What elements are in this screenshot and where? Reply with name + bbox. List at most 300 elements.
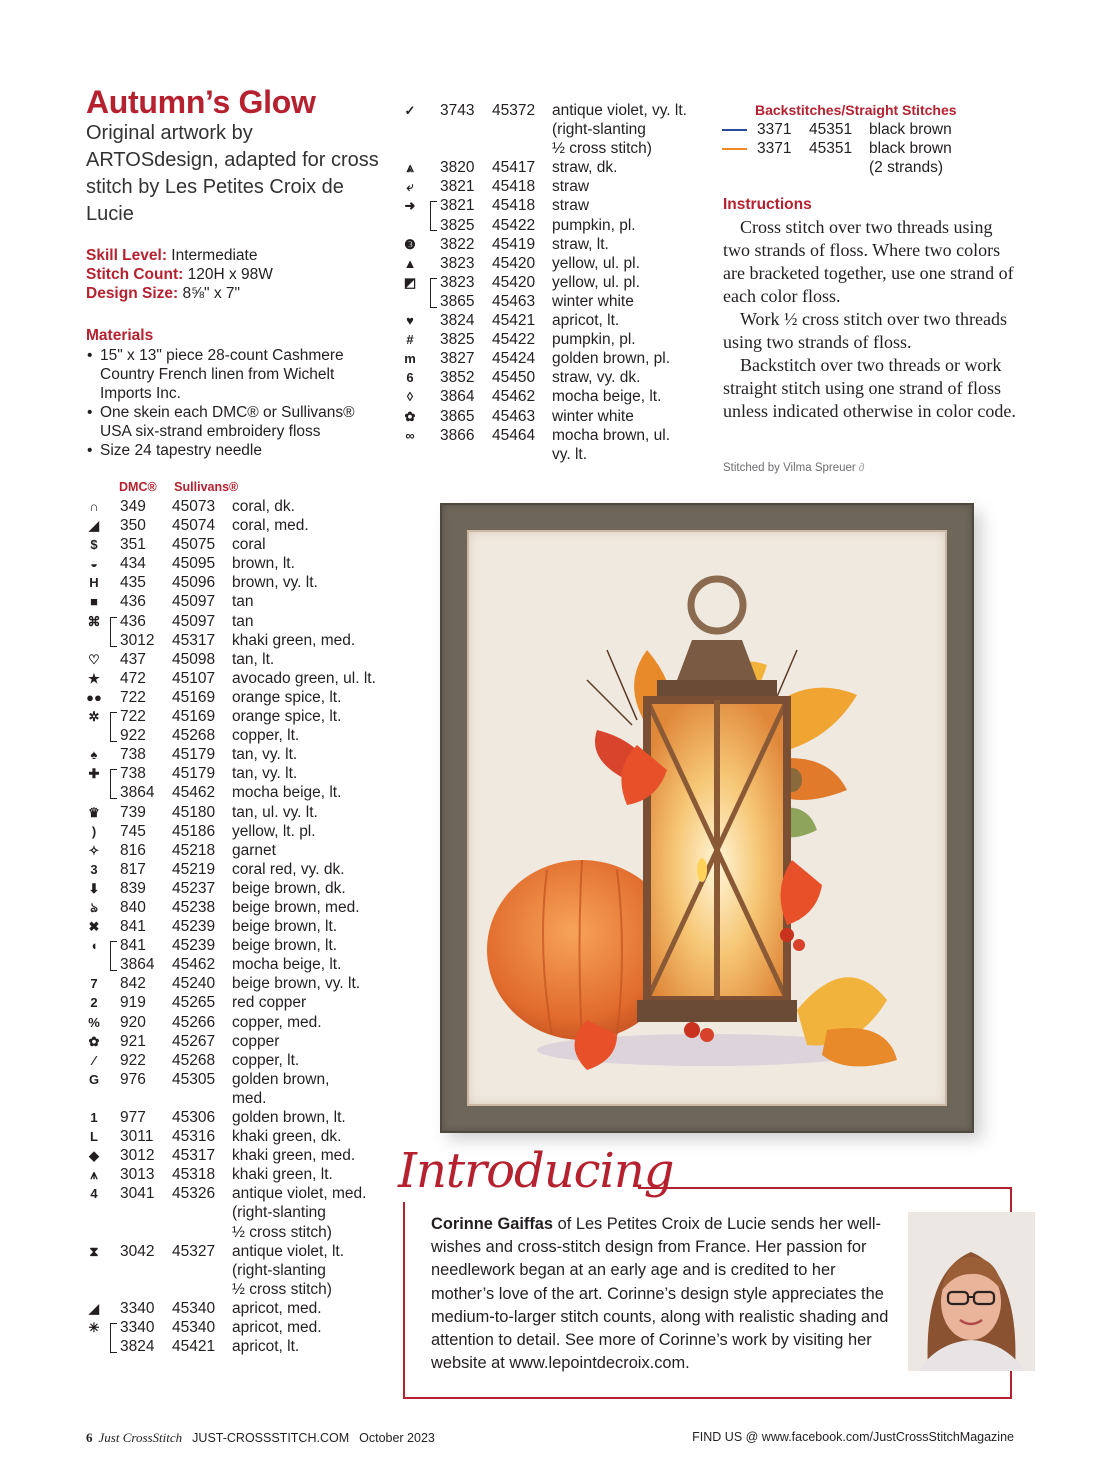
- magazine-name: Just CrossStitch: [98, 1430, 183, 1445]
- stitch-symbol: ⩚: [90, 1167, 98, 1183]
- color-name: ½ cross stitch): [552, 140, 652, 158]
- dmc-number: 3041: [120, 1185, 155, 1203]
- color-name: coral: [232, 536, 266, 554]
- sullivans-number: 45418: [492, 178, 536, 196]
- sullivans-number: 45340: [172, 1319, 216, 1337]
- designer-portrait-photo: [908, 1212, 1035, 1371]
- color-name: coral, dk.: [232, 498, 295, 515]
- floss-row: [86, 1051, 386, 1070]
- floss-row: [86, 1108, 386, 1127]
- sullivans-number: 45180: [172, 803, 216, 821]
- floss-row: [402, 254, 712, 273]
- sullivans-header: Sullivans®: [174, 480, 239, 494]
- color-name: tan, vy. lt.: [232, 765, 298, 783]
- sullivans-number: 45169: [172, 688, 216, 706]
- floss-row: [86, 707, 386, 726]
- sullivans-number: 45463: [492, 292, 536, 310]
- stitch-symbol: L: [90, 1129, 98, 1145]
- website-link: JUST-CROSSSTITCH.COM: [192, 1431, 350, 1445]
- sullivans-number: 45237: [172, 879, 216, 897]
- dmc-number: 3822: [440, 235, 475, 253]
- stitch-symbol: ⁄: [92, 1052, 96, 1068]
- material-item: • Size 24 tapestry needle: [86, 441, 376, 460]
- floss-row: [86, 688, 386, 707]
- backstitch-row: 3371 45351 black brown: [722, 120, 1022, 139]
- color-name: antique violet, vy. lt.: [552, 102, 687, 119]
- dmc-number: 738: [120, 765, 146, 783]
- sullivans-number: 45219: [172, 860, 216, 878]
- color-name: orange spice, lt.: [232, 688, 342, 706]
- color-name: khaki green, med.: [232, 1147, 356, 1165]
- floss-row: [86, 1280, 386, 1299]
- stitch-symbol: 1: [90, 1110, 98, 1125]
- dmc-number: 3827: [440, 350, 475, 368]
- color-name: yellow, lt. pl.: [232, 822, 316, 840]
- stitch-symbol: ⧗: [89, 1243, 99, 1259]
- backstitch-row: (2 strands): [869, 159, 944, 176]
- sullivans-number: 45266: [172, 1013, 216, 1031]
- dmc-number: 3013: [120, 1166, 155, 1184]
- color-name: copper: [232, 1032, 280, 1050]
- dmc-header: DMC®: [119, 480, 157, 494]
- sullivans-number: 45265: [172, 994, 216, 1012]
- floss-row: [86, 1337, 386, 1356]
- floss-row: [86, 1261, 386, 1280]
- floss-row: [86, 592, 386, 611]
- dmc-number: 3825: [440, 331, 475, 349]
- stitched-by-credit: Stitched by Vilma Spreuer ∂: [723, 462, 865, 474]
- dmc-number: 817: [120, 860, 146, 878]
- dmc-number: 976: [120, 1070, 146, 1088]
- color-name: avocado green, ul. lt.: [232, 669, 376, 687]
- color-name: coral, med.: [232, 517, 309, 535]
- color-name: beige brown, vy. lt.: [232, 975, 361, 993]
- floss-row: [86, 1223, 386, 1242]
- dmc-number: 3823: [440, 254, 475, 272]
- stitch-symbol: ♡: [88, 651, 100, 667]
- stitch-symbol: ✖: [88, 919, 100, 935]
- designer-bio: Corinne Gaiffas of Les Petites Croix de Lucie sends her well-wishes and cross-stitch design from France. Her passion for needlework began at an early age and is credited to her mother’s love of the art. Corinne’s design style appreciates the medium-to-larger stitch counts, along with realistic shading and attention to detail. See more of Corinne’s work by visiting her website at www.lepointdecroix.com.: [431, 1215, 889, 1373]
- sullivans-number: 45268: [172, 727, 216, 745]
- stitch-symbol: ⩓: [406, 160, 414, 176]
- dmc-number: 3821: [440, 178, 475, 196]
- sullivans-number: 45420: [492, 254, 536, 272]
- stitch-symbol: ●●: [86, 689, 102, 705]
- floss-key-left: [86, 497, 386, 1356]
- dmc-number: 977: [120, 1109, 146, 1126]
- dmc-number: 3821: [440, 197, 475, 215]
- dmc-number: 922: [120, 727, 146, 745]
- floss-row: [86, 898, 386, 917]
- color-name: garnet: [232, 841, 276, 859]
- floss-row: [86, 535, 386, 554]
- dmc-number: 919: [120, 994, 146, 1012]
- sullivans-number: 45239: [172, 918, 216, 936]
- sullivans-number: 45421: [172, 1338, 216, 1356]
- sullivans-number: 45268: [172, 1051, 216, 1069]
- sullivans-number: 45218: [172, 841, 216, 859]
- floss-row: [402, 216, 712, 235]
- dmc-number: 3011: [120, 1128, 154, 1146]
- design-size: Design Size: 8⅝" x 7": [86, 285, 241, 302]
- dmc-number: 3865: [440, 292, 475, 310]
- page-number: 6: [86, 1430, 93, 1445]
- stitch-symbol: ◖: [90, 938, 98, 954]
- stitch-symbol: ): [91, 823, 97, 839]
- dmc-number: 3852: [440, 369, 475, 387]
- floss-row: [86, 1146, 386, 1165]
- instructions-paragraph: Cross stitch over two threads using two strands of floss. Where two colors are bracketed together, use one strand of each color floss.: [723, 217, 1014, 306]
- dmc-number: 722: [120, 688, 146, 706]
- sullivans-number: 45074: [172, 517, 216, 535]
- stitch-symbol: ✳: [88, 1320, 100, 1336]
- instructions-body: [723, 216, 1023, 423]
- dmc-number: 920: [120, 1013, 146, 1031]
- sullivans-number: 45075: [172, 536, 216, 554]
- sullivans-number: 45422: [492, 331, 536, 349]
- floss-row: [402, 158, 712, 177]
- sullivans-number: 45238: [172, 898, 216, 916]
- stitch-symbol: ♠: [90, 747, 98, 763]
- sullivans-number: 45267: [172, 1032, 216, 1050]
- dmc-number: 3824: [440, 312, 475, 330]
- dmc-number: 350: [120, 517, 146, 535]
- color-name: golden brown, lt.: [232, 1109, 346, 1126]
- floss-row: [402, 311, 712, 330]
- footer-social-link: FIND US @ www.facebook.com/JustCrossStitchMagazine: [692, 1430, 1014, 1444]
- stitch-symbol: ◊: [406, 389, 414, 405]
- stitch-symbol: G: [88, 1071, 100, 1087]
- sullivans-number: 45316: [172, 1128, 216, 1146]
- floss-row: [86, 879, 386, 898]
- stitch-symbol: ➜: [404, 198, 416, 214]
- floss-row: [86, 841, 386, 860]
- color-name: khaki green, lt.: [232, 1166, 333, 1184]
- color-name: copper, med.: [232, 1013, 322, 1031]
- designer-name: Corinne Gaiffas: [431, 1215, 554, 1233]
- instructions-heading: Instructions: [723, 196, 812, 213]
- sullivans-number: 45462: [492, 388, 536, 406]
- sullivans-number: 45421: [492, 312, 536, 330]
- floss-row: [86, 917, 386, 936]
- color-name: orange spice, lt.: [232, 708, 342, 726]
- framed-stitched-piece-photo: [440, 503, 974, 1133]
- stitch-symbol: ♛: [88, 804, 100, 820]
- floss-row: [86, 1242, 386, 1261]
- dmc-number: 921: [120, 1032, 146, 1050]
- floss-row: [402, 445, 712, 464]
- sullivans-number: 45239: [172, 937, 216, 955]
- floss-row: [86, 573, 386, 592]
- sullivans-number: 45326: [172, 1185, 216, 1203]
- floss-column-headers: [119, 480, 238, 494]
- sullivans-number: 45372: [492, 102, 536, 119]
- floss-row: [86, 764, 386, 783]
- sullivans-number: 45340: [172, 1299, 216, 1317]
- color-name: khaki green, dk.: [232, 1128, 342, 1146]
- instructions-paragraph: Backstitch over two threads or work straight stitch using one strand of floss unless indicated otherwise in color code.: [723, 355, 1016, 421]
- floss-row: [402, 120, 712, 139]
- stitch-symbol: ∩: [89, 499, 99, 514]
- stitch-symbol: 3: [90, 861, 98, 877]
- color-name: ½ cross stitch): [232, 1223, 332, 1241]
- dmc-number: 841: [120, 937, 146, 955]
- stitch-symbol: %: [88, 1014, 100, 1030]
- floss-row: [86, 1299, 386, 1318]
- sullivans-number: 45462: [172, 956, 216, 974]
- dmc-number: 3820: [440, 159, 475, 177]
- backstitch-line-blue: [722, 129, 747, 131]
- backstitch-line-orange: [722, 148, 747, 150]
- dmc-number: 3825: [440, 216, 475, 234]
- floss-row: [86, 1070, 386, 1089]
- floss-row: [86, 1127, 386, 1146]
- color-name: mocha beige, lt.: [232, 784, 342, 802]
- color-name: ½ cross stitch): [232, 1280, 332, 1298]
- floss-row: [86, 1318, 386, 1337]
- color-name: brown, lt.: [232, 555, 295, 573]
- design-specs: [86, 246, 273, 303]
- sullivans-number: 45317: [172, 1147, 216, 1165]
- color-name: winter white: [552, 407, 634, 425]
- dmc-number: 3824: [120, 1338, 155, 1356]
- color-name: tan: [232, 593, 254, 611]
- dmc-number: 745: [120, 822, 146, 840]
- floss-row: [86, 745, 386, 764]
- color-name: tan, ul. vy. lt.: [232, 803, 318, 821]
- floss-row: [402, 349, 712, 368]
- dmc-number: 841: [120, 918, 146, 936]
- sullivans-number: 45095: [172, 555, 216, 573]
- color-name: beige brown, dk.: [232, 879, 346, 897]
- floss-row: [86, 726, 386, 745]
- sullivans-number: 45422: [492, 216, 536, 234]
- color-name: apricot, med.: [232, 1299, 322, 1317]
- sullivans-number: 45096: [172, 574, 216, 592]
- sullivans-number: 45424: [492, 350, 536, 368]
- color-name: beige brown, lt.: [232, 918, 338, 936]
- stitch-symbol: m: [404, 351, 416, 367]
- color-name: straw, dk.: [552, 159, 618, 177]
- stitch-symbol: ✿: [88, 1033, 100, 1049]
- floss-row: [86, 860, 386, 879]
- floss-row: [402, 407, 712, 426]
- footer-left: [86, 1430, 435, 1446]
- color-name: vy. lt.: [552, 445, 588, 463]
- sullivans-number: 45450: [492, 369, 536, 387]
- floss-row: [86, 974, 386, 993]
- dmc-number: 839: [120, 879, 146, 897]
- color-name: yellow, ul. pl.: [552, 273, 640, 291]
- stitch-symbol: ⌘: [87, 613, 101, 629]
- skill-level: Skill Level: Intermediate: [86, 247, 258, 264]
- floss-row: [402, 273, 712, 292]
- floss-row: [402, 387, 712, 406]
- stitch-symbol: ■: [90, 594, 98, 610]
- portrait-illustration: [908, 1212, 1035, 1371]
- sullivans-number: 45098: [172, 650, 216, 668]
- subtitle: Original artwork by ARTOSdesign, adapted for cross stitch by Les Petites Croix de Lucie: [86, 122, 379, 225]
- stitch-symbol: ঌ: [90, 899, 98, 915]
- dmc-number: 349: [120, 498, 146, 515]
- needle-thread-icon: ∂: [858, 462, 865, 474]
- floss-row: [86, 803, 386, 822]
- stitch-symbol: 6: [406, 370, 414, 386]
- dmc-number: 3340: [120, 1299, 155, 1317]
- stitch-symbol: ◆: [89, 1148, 99, 1164]
- color-name: winter white: [552, 292, 634, 310]
- floss-row: [402, 330, 712, 349]
- backstitch-row: 3371 45351 black brown: [722, 139, 1022, 158]
- stitch-symbol: 2: [90, 995, 98, 1011]
- color-name: yellow, ul. pl.: [552, 254, 640, 272]
- introducing-script-heading: Introducing: [398, 1143, 674, 1199]
- stitch-symbol: ✲: [88, 709, 100, 725]
- floss-row: [86, 554, 386, 573]
- dmc-number: 436: [120, 612, 146, 630]
- dmc-number: 351: [120, 536, 146, 554]
- stitch-symbol: ❸: [404, 236, 416, 252]
- color-name: straw, lt.: [552, 235, 609, 253]
- dmc-number: 434: [120, 555, 146, 573]
- floss-row: [402, 235, 712, 254]
- color-name: mocha brown, ul.: [552, 426, 671, 444]
- dmc-number: 840: [120, 898, 146, 916]
- dmc-number: 816: [120, 841, 146, 859]
- floss-row: [86, 497, 386, 516]
- stitch-symbol: 4: [90, 1186, 98, 1202]
- dmc-number: 738: [120, 746, 146, 764]
- floss-row: [86, 669, 386, 688]
- materials-heading: Materials: [86, 327, 154, 344]
- floss-row: [86, 993, 386, 1012]
- sullivans-number: 45417: [492, 159, 536, 177]
- color-name: (right-slanting: [232, 1261, 326, 1279]
- stitch-symbol: ♥: [406, 313, 414, 329]
- sullivans-number: 45179: [172, 765, 216, 783]
- stitch-symbol: ◩: [403, 274, 417, 290]
- sullivans-number: 45317: [172, 631, 216, 649]
- color-name: straw, vy. dk.: [552, 369, 641, 387]
- color-name: (right-slanting: [232, 1204, 326, 1222]
- color-name: straw: [552, 178, 590, 196]
- floss-row: [86, 612, 386, 631]
- sullivans-number: 45463: [492, 407, 536, 425]
- color-name: golden brown,: [232, 1070, 330, 1088]
- color-name: antique violet, med.: [232, 1185, 367, 1203]
- lantern-pumpkin-artwork: [467, 530, 947, 1106]
- stitch-symbol: ◢: [89, 1300, 99, 1316]
- floss-row: [86, 631, 386, 650]
- stitch-symbol: ✚: [88, 766, 100, 782]
- dmc-number: 436: [120, 593, 146, 611]
- stitch-symbol: ◒: [90, 556, 98, 572]
- color-name: apricot, lt.: [232, 1338, 300, 1356]
- color-name: beige brown, med.: [232, 898, 360, 916]
- floss-row: [86, 516, 386, 535]
- stitch-symbol: ⤶: [406, 179, 414, 195]
- color-name: copper, lt.: [232, 1051, 300, 1069]
- floss-row: [86, 1032, 386, 1051]
- color-name: antique violet, lt.: [232, 1242, 345, 1260]
- stitch-count: Stitch Count: 120H x 98W: [86, 266, 273, 283]
- stitch-symbol: ∞: [405, 427, 415, 443]
- floss-row: [86, 1165, 386, 1184]
- sullivans-number: 45464: [492, 426, 536, 444]
- stitch-symbol: 7: [90, 976, 98, 992]
- sullivans-number: 45418: [492, 197, 536, 215]
- stitch-symbol: $: [90, 537, 98, 553]
- floss-row: [86, 1184, 386, 1203]
- color-name: mocha beige, lt.: [232, 956, 342, 974]
- sullivans-number: 45327: [172, 1242, 216, 1260]
- dmc-number: 435: [120, 574, 146, 592]
- floss-key-right: [402, 101, 712, 464]
- sullivans-number: 45097: [172, 593, 216, 611]
- color-name: pumpkin, pl.: [552, 331, 636, 349]
- floss-row: [402, 292, 712, 311]
- floss-row: [86, 1203, 386, 1222]
- color-name: copper, lt.: [232, 727, 300, 745]
- stitch-symbol: H: [89, 575, 99, 591]
- color-name: apricot, lt.: [552, 312, 620, 330]
- stitch-symbol: ✧: [88, 842, 100, 858]
- floss-row: [86, 650, 386, 669]
- color-name: mocha beige, lt.: [552, 388, 662, 406]
- floss-row: [402, 177, 712, 196]
- floss-row: [402, 139, 712, 158]
- color-name: red copper: [232, 994, 307, 1012]
- sullivans-number: 45179: [172, 746, 216, 764]
- dmc-number: 3340: [120, 1319, 155, 1337]
- backstitch-heading: Backstitches/Straight Stitches: [755, 102, 957, 118]
- stitch-symbol: ✓: [404, 103, 416, 118]
- floss-row: [86, 936, 386, 955]
- backstitch-key: [722, 120, 1022, 177]
- floss-row: [86, 783, 386, 802]
- dmc-number: 3012: [120, 631, 155, 649]
- dmc-number: 3743: [440, 102, 475, 119]
- sullivans-number: 45073: [172, 498, 216, 515]
- floss-row: [86, 1013, 386, 1032]
- floss-row: [86, 955, 386, 974]
- color-name: apricot, med.: [232, 1319, 322, 1337]
- color-name: tan: [232, 612, 254, 630]
- color-name: (right-slanting: [552, 121, 646, 139]
- dmc-number: 3865: [440, 407, 475, 425]
- dmc-number: 3864: [440, 388, 475, 406]
- stitch-symbol: ▲: [403, 255, 417, 271]
- floss-row: [86, 1089, 386, 1108]
- dmc-number: 842: [120, 975, 146, 993]
- dmc-number: 3864: [120, 956, 155, 974]
- sullivans-number: 45305: [172, 1070, 216, 1088]
- dmc-number: 3823: [440, 273, 475, 291]
- sullivans-number: 45419: [492, 235, 536, 253]
- color-name: golden brown, pl.: [552, 350, 671, 368]
- color-name: med.: [232, 1089, 267, 1107]
- dmc-number: 437: [120, 650, 146, 668]
- sullivans-number: 45097: [172, 612, 216, 630]
- sullivans-number: 45420: [492, 273, 536, 291]
- color-name: coral red, vy. dk.: [232, 860, 345, 878]
- sullivans-number: 45318: [172, 1166, 216, 1184]
- sullivans-number: 45306: [172, 1109, 216, 1126]
- floss-row: [86, 822, 386, 841]
- color-name: pumpkin, pl.: [552, 216, 636, 234]
- stitch-symbol: ✿: [404, 408, 416, 424]
- color-name: beige brown, lt.: [232, 937, 338, 955]
